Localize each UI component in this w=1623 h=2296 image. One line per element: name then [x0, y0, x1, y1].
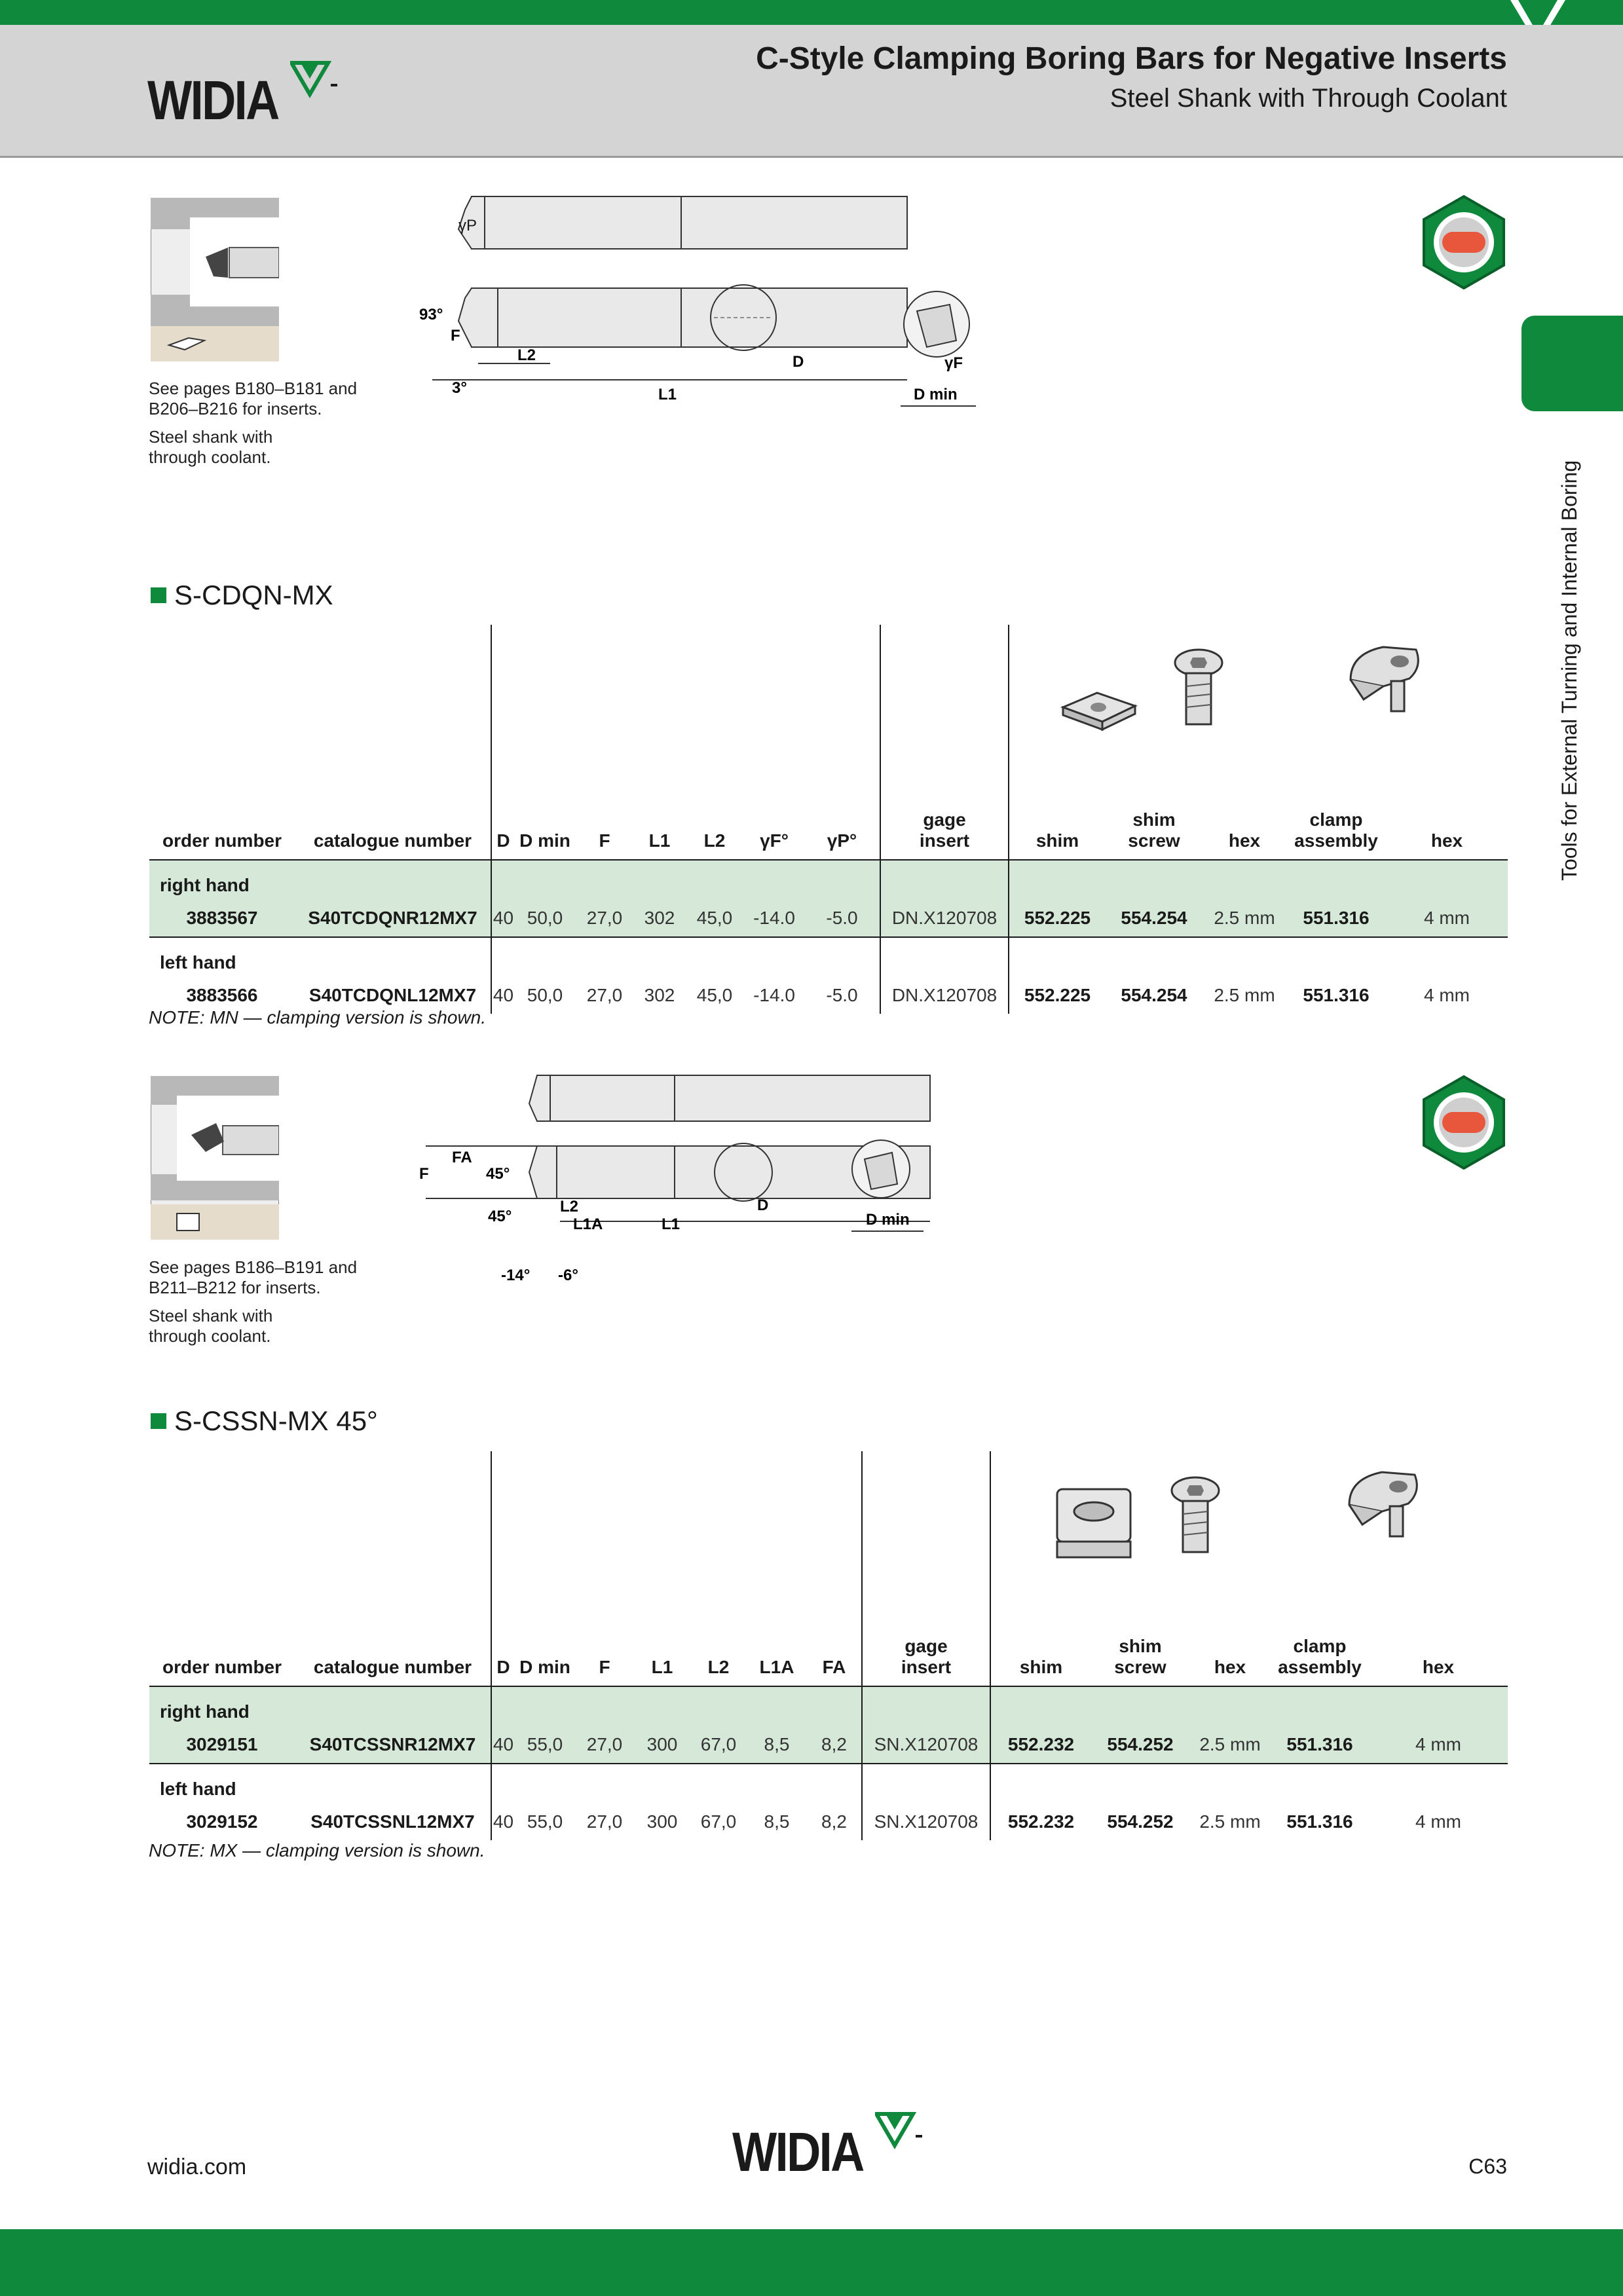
catalogue-number[interactable]: S40TCDQNR12MX7	[295, 900, 491, 937]
col-shim-screw: shim screw	[1106, 625, 1203, 860]
table-row	[149, 1804, 1508, 1840]
svg-text:L1: L1	[658, 386, 677, 403]
coolant-hexagon-icon	[1421, 195, 1506, 289]
cell-l1: 302	[644, 985, 675, 1005]
table-note: NOTE: MN — clamping version is shown.	[149, 1007, 487, 1028]
catalogue-number[interactable]: S40TCDQNL12MX7	[308, 985, 477, 1005]
cell-clamp[interactable]: 551.316	[1286, 900, 1386, 937]
left-hand-label-row	[149, 1764, 1508, 1804]
spec-table-cssn	[149, 1451, 1508, 1840]
cell-hex: 2.5 mm	[1203, 900, 1286, 937]
cell-d: 40	[491, 977, 515, 1014]
col-l2: L2	[685, 625, 744, 860]
col-shim: shim	[990, 1451, 1091, 1686]
svg-text:3°: 3°	[452, 379, 467, 397]
cell-hex-2: 4 mm	[1415, 1811, 1461, 1832]
cell-gamma-f: -14.0	[753, 985, 795, 1005]
cell-shim[interactable]: 552.232	[990, 1726, 1091, 1764]
cell-d-min: 55,0	[515, 1726, 575, 1764]
widia-logo-triangles-icon	[290, 60, 341, 102]
col-clamp-assembly: clamp assembly	[1286, 625, 1386, 860]
catalogue-number[interactable]: S40TCSSNR12MX7	[295, 1726, 491, 1764]
cell-gage-insert: DN.X120708	[880, 977, 1009, 1014]
cell-d-min: 50,0	[527, 985, 563, 1005]
col-f: F	[575, 625, 634, 860]
right-hand-label-row	[149, 1686, 1508, 1726]
cell-gage-insert: DN.X120708	[880, 900, 1009, 937]
cell-hex: 2.5 mm	[1199, 1811, 1261, 1832]
bottom-green-bar	[0, 2229, 1623, 2296]
page-number: C63	[1468, 2155, 1507, 2178]
technical-drawing-cdqn	[406, 190, 996, 413]
left-hand-label-row	[149, 937, 1508, 977]
cell-l1a: 8,5	[747, 1726, 807, 1764]
page-title: C-Style Clamping Boring Bars for Negative Inserts	[756, 41, 1507, 76]
svg-text:-6°: -6°	[558, 1267, 578, 1284]
cell-f: 27,0	[575, 900, 634, 937]
svg-text:D: D	[793, 353, 804, 371]
side-tab[interactable]	[1521, 316, 1623, 411]
table-row	[149, 1726, 1508, 1764]
order-number[interactable]: 3029151	[149, 1726, 295, 1764]
cell-l1: 302	[634, 900, 685, 937]
col-order-number: order number	[149, 625, 295, 860]
col-gamma-f: γF°	[744, 625, 804, 860]
cell-d: 40	[491, 1804, 515, 1840]
svg-text:D: D	[757, 1196, 769, 1214]
svg-text:L2: L2	[517, 346, 536, 364]
svg-text:D min: D min	[866, 1211, 910, 1229]
cell-shim[interactable]: 552.225	[1009, 977, 1106, 1014]
cell-shim-screw[interactable]: 554.252	[1091, 1726, 1189, 1764]
col-l1: L1	[634, 1451, 690, 1686]
col-hex-2: hex	[1386, 625, 1508, 860]
cell-hex-2: 4 mm	[1424, 985, 1470, 1005]
cell-shim-screw[interactable]: 554.254	[1121, 985, 1187, 1005]
cell-fa: 8,2	[821, 1811, 847, 1832]
catalogue-number[interactable]: S40TCSSNL12MX7	[310, 1811, 475, 1832]
col-l2: L2	[690, 1451, 747, 1686]
svg-text:γP: γP	[458, 217, 477, 234]
cell-l1a: 8,5	[764, 1811, 790, 1832]
cell-f: 27,0	[575, 1726, 634, 1764]
order-number[interactable]: 3883567	[149, 900, 295, 937]
cell-clamp[interactable]: 551.316	[1271, 1726, 1369, 1764]
left-hand-label: left hand	[149, 1764, 491, 1804]
right-hand-label-row	[149, 860, 1508, 900]
cell-shim-screw[interactable]: 554.252	[1107, 1811, 1174, 1832]
cell-gamma-f: -14.0	[744, 900, 804, 937]
svg-text:D min: D min	[914, 386, 958, 403]
footer-logo-triangles-icon	[875, 2111, 926, 2153]
col-gage-insert: gage insert	[862, 1451, 990, 1686]
col-order-number: order number	[149, 1451, 295, 1686]
cell-l2: 45,0	[685, 900, 744, 937]
spec-table-cdqn	[149, 625, 1508, 1014]
svg-text:-14°: -14°	[501, 1267, 531, 1284]
cell-gage-insert: SN.X120708	[862, 1804, 990, 1840]
table-row	[149, 900, 1508, 937]
boring-operation-image	[151, 198, 279, 361]
table-note-2: NOTE: MX — clamping version is shown.	[149, 1840, 485, 1861]
cell-gage-insert: SN.X120708	[862, 1726, 990, 1764]
col-gamma-p: γP°	[804, 625, 880, 860]
svg-text:F: F	[451, 327, 460, 344]
svg-text:γF: γF	[944, 354, 963, 372]
svg-text:45°: 45°	[486, 1165, 510, 1183]
cell-clamp[interactable]: 551.316	[1286, 1811, 1353, 1832]
col-d-min: D min	[515, 1451, 575, 1686]
section-bullet-icon	[151, 587, 166, 603]
col-d-min: D min	[515, 625, 575, 860]
cell-l2: 67,0	[690, 1726, 747, 1764]
order-number[interactable]: 3883566	[186, 985, 258, 1005]
cell-l1: 300	[646, 1811, 678, 1832]
cell-clamp[interactable]: 551.316	[1303, 985, 1370, 1005]
col-l1a: L1A	[747, 1451, 807, 1686]
col-catalogue-number: catalogue number	[295, 625, 491, 860]
svg-text:FA: FA	[452, 1149, 472, 1166]
col-d: D	[491, 625, 515, 860]
col-l1: L1	[634, 625, 685, 860]
section-title-cdqn: S-CDQN-MX	[151, 580, 333, 611]
svg-text:45°: 45°	[488, 1208, 512, 1225]
cell-gamma-p: -5.0	[826, 985, 858, 1005]
footer-widia-logo: WIDIA	[732, 2121, 863, 2183]
cell-f: 27,0	[586, 985, 623, 1005]
side-tab-label: Tools for External Turning and Internal Boring	[1558, 460, 1581, 881]
col-f: F	[575, 1451, 634, 1686]
svg-text:L1: L1	[662, 1215, 681, 1233]
section-bullet-icon	[151, 1413, 166, 1429]
col-gage-insert: gage insert	[880, 625, 1009, 860]
boring-operation-image-2	[151, 1076, 279, 1240]
cell-d: 40	[491, 900, 515, 937]
svg-text:93°: 93°	[419, 306, 443, 324]
order-number[interactable]: 3029152	[186, 1811, 258, 1832]
cell-f: 27,0	[586, 1811, 623, 1832]
svg-text:L1A: L1A	[573, 1215, 603, 1233]
cell-hex: 2.5 mm	[1214, 985, 1275, 1005]
insert-reference-note: See pages B180–B181 and B206–B216 for inserts. Steel shank with through coolant.	[149, 379, 358, 467]
cell-d-min: 55,0	[527, 1811, 563, 1832]
svg-text:L2: L2	[560, 1198, 579, 1215]
cell-d: 40	[491, 1726, 515, 1764]
col-shim: shim	[1009, 625, 1106, 860]
right-hand-label: right hand	[149, 860, 491, 900]
table-header-row	[149, 1451, 1508, 1686]
cell-hex: 2.5 mm	[1189, 1726, 1271, 1764]
col-hex: hex	[1203, 625, 1286, 860]
technical-drawing-cssn	[406, 1067, 943, 1290]
insert-reference-note-2: See pages B186–B191 and B211–B212 for inserts. Steel shank with through coolant.	[149, 1257, 358, 1346]
svg-text:F: F	[419, 1165, 429, 1183]
coolant-hexagon-icon-2	[1421, 1075, 1506, 1170]
col-catalogue-number: catalogue number	[295, 1451, 491, 1686]
widia-logo: WIDIA	[147, 69, 278, 131]
col-shim-screw: shim screw	[1091, 1451, 1189, 1686]
col-hex-2: hex	[1369, 1451, 1508, 1686]
page-subtitle: Steel Shank with Through Coolant	[1110, 84, 1507, 113]
col-hex: hex	[1189, 1451, 1271, 1686]
col-fa: FA	[807, 1451, 862, 1686]
cell-gamma-p: -5.0	[804, 900, 880, 937]
left-hand-label: left hand	[149, 937, 491, 977]
cell-shim[interactable]: 552.232	[990, 1804, 1091, 1840]
table-header-row	[149, 625, 1508, 860]
top-green-bar	[0, 0, 1623, 25]
col-d: D	[491, 1451, 515, 1686]
cell-hex-2: 4 mm	[1386, 900, 1508, 937]
cell-hex-2: 4 mm	[1369, 1726, 1508, 1764]
col-clamp-assembly: clamp assembly	[1271, 1451, 1369, 1686]
footer-website-link[interactable]: widia.com	[147, 2155, 247, 2179]
cell-fa: 8,2	[807, 1726, 862, 1764]
cell-shim[interactable]: 552.225	[1009, 900, 1106, 937]
right-hand-label: right hand	[149, 1686, 491, 1726]
cell-l2: 67,0	[700, 1811, 737, 1832]
cell-l1: 300	[634, 1726, 690, 1764]
section-title-cssn: S-CSSN-MX 45°	[151, 1405, 378, 1437]
cell-shim-screw[interactable]: 554.254	[1106, 900, 1203, 937]
cell-l2: 45,0	[696, 985, 733, 1005]
cell-d-min: 50,0	[515, 900, 575, 937]
